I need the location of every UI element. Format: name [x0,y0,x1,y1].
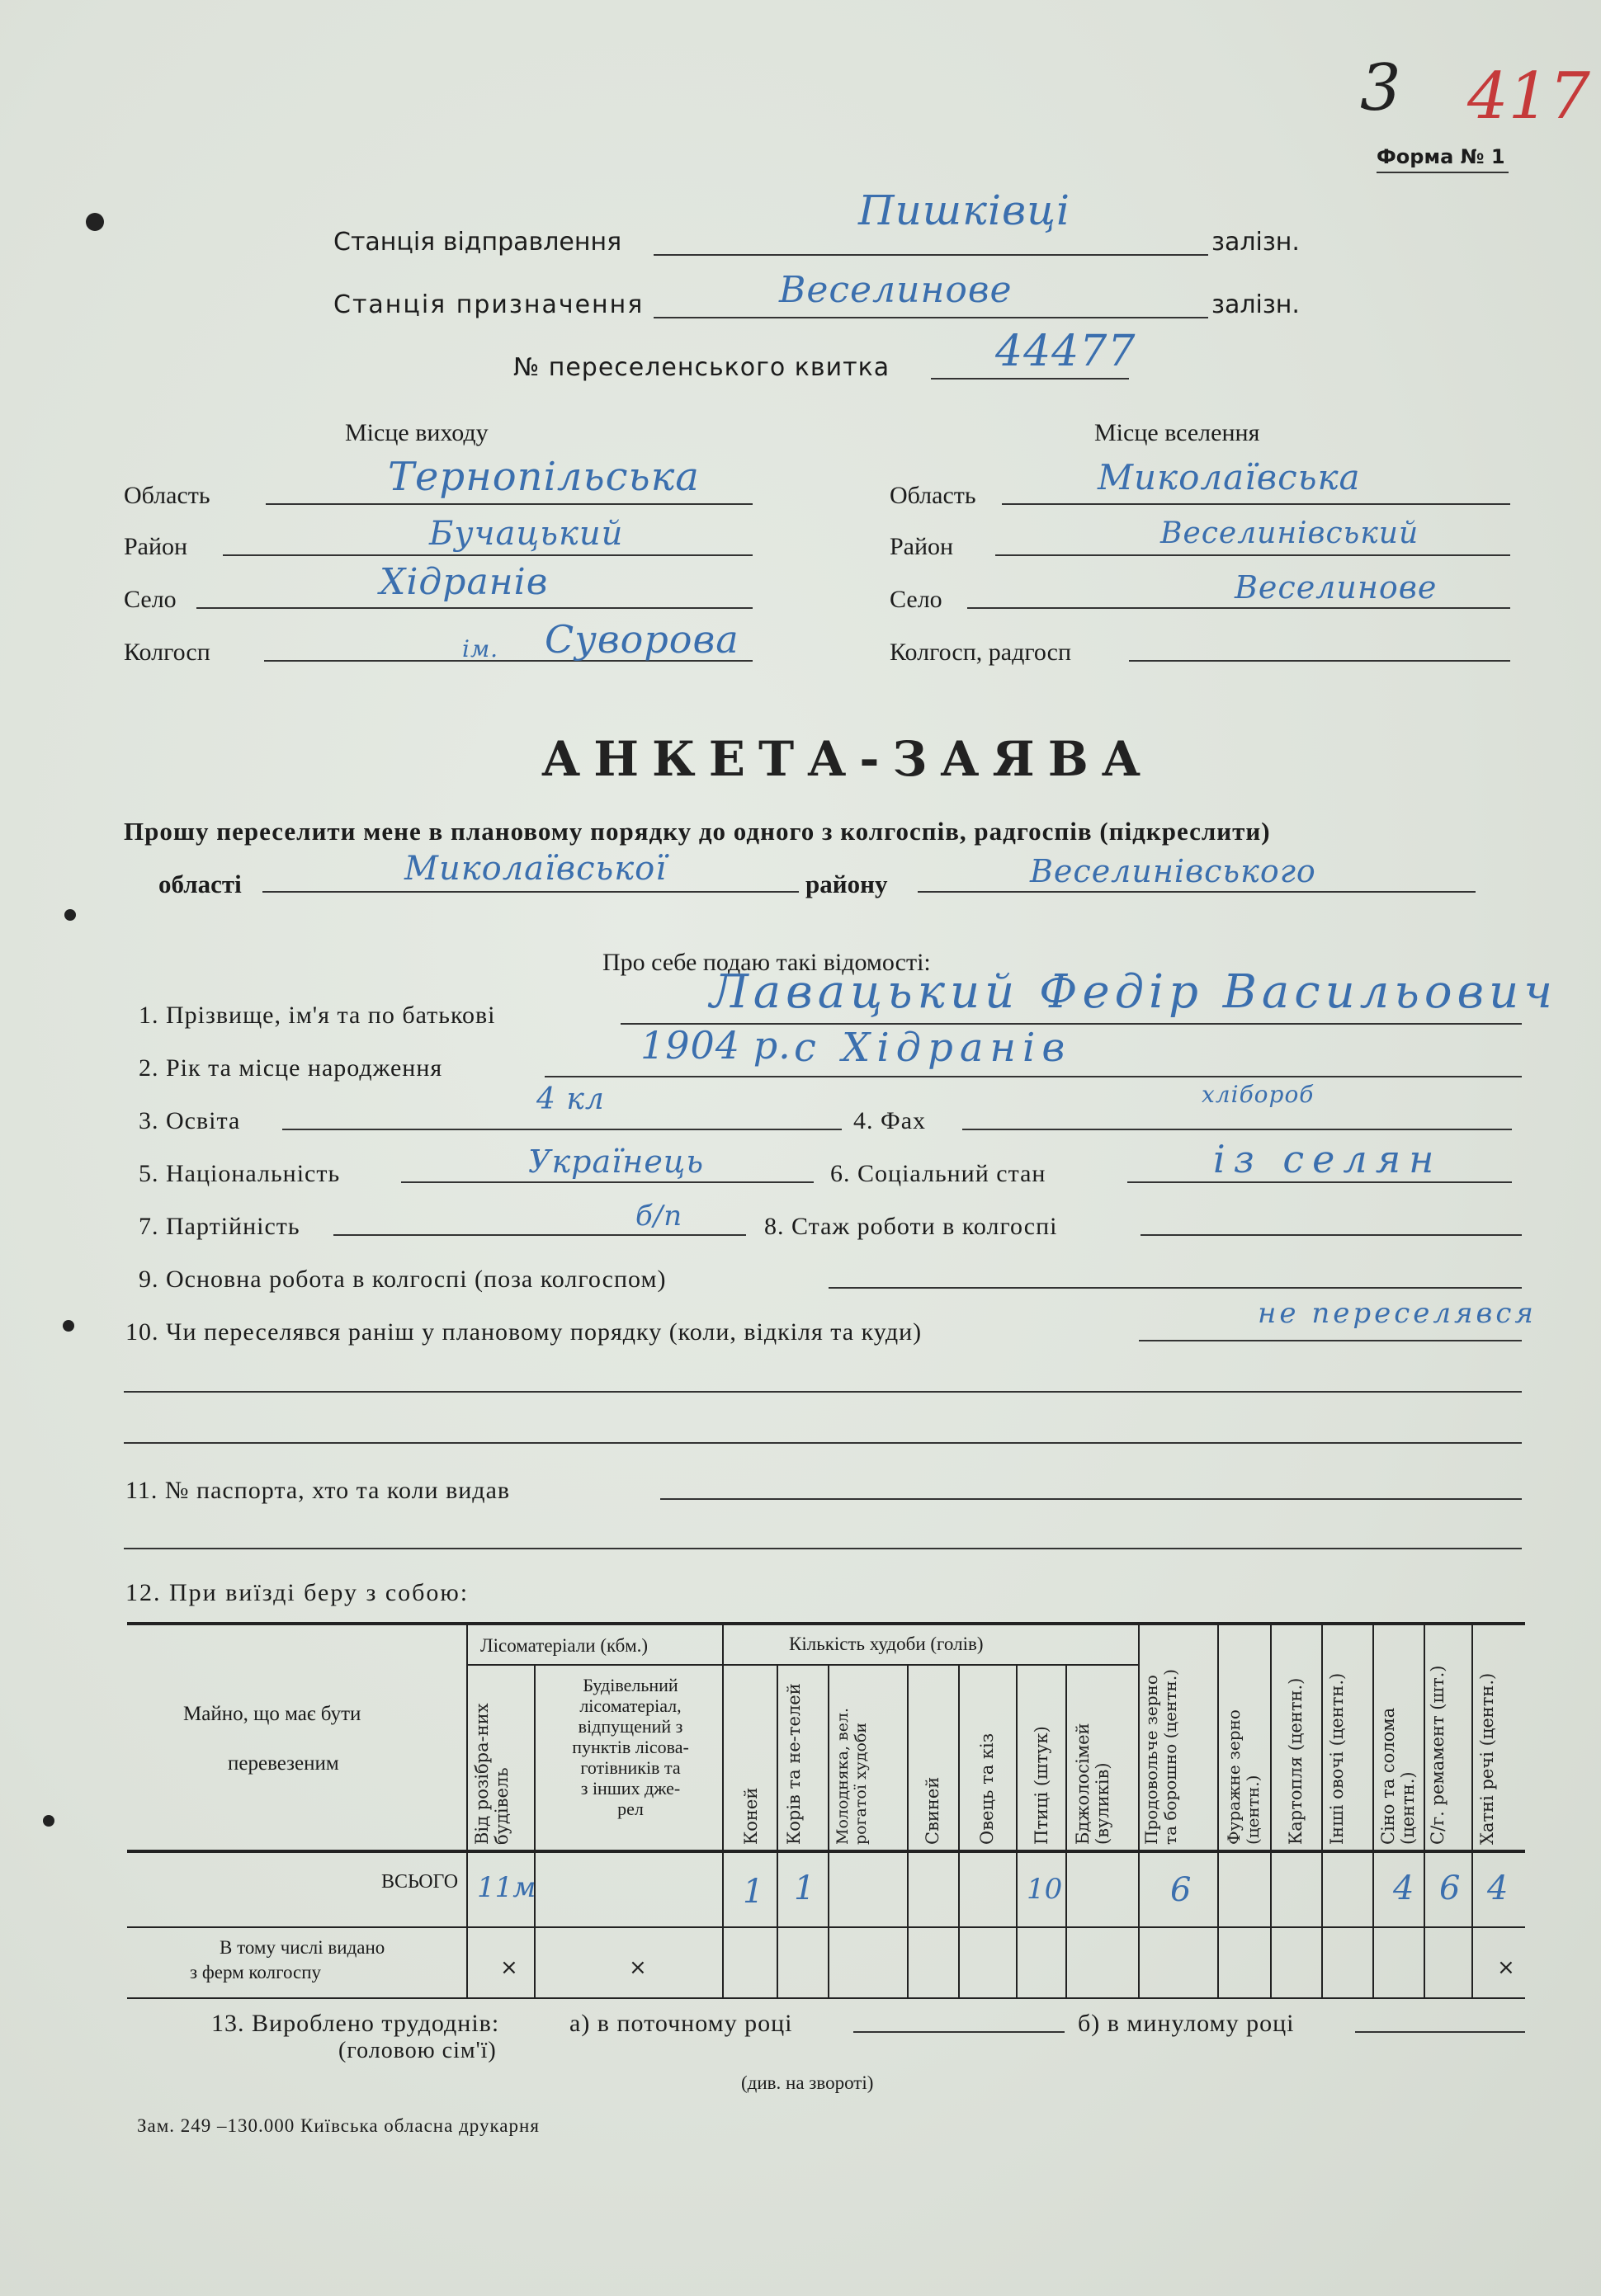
col-dismantled: Від розібра-них будівель [472,1703,512,1845]
destination-value: Веселинове [779,269,1013,311]
ticket-label: № переселенського квитка [513,353,890,382]
dest-rayon-label: Район [890,533,954,560]
origin-kolhosp-prefix: ім. [462,635,499,662]
field-9-line [829,1287,1522,1289]
field-10-label: 10. Чи переселявся раніш у плановому порядку (коли, відкіля та куди) [125,1318,923,1346]
field-6-label: 6. Соціальний стан [830,1160,1046,1187]
departure-value: Пишківці [858,186,1070,234]
total-household: 4 [1487,1869,1509,1907]
printer-info: Зам. 249 –130.000 Київська обласна друкарня [137,2115,540,2136]
field-3-line [282,1129,842,1130]
col-hay: Сіно та солома (центн.) [1378,1707,1418,1845]
request-rayon-line [918,891,1476,893]
issued-mark: × [629,1955,647,1980]
origin-title: Місце виходу [345,419,489,446]
request-oblast-line [262,891,799,893]
col-food-grain: Продовольче зерно та борошно (центн.) [1141,1669,1180,1845]
issued-mark: × [500,1955,518,1980]
total-hay: 4 [1393,1869,1414,1907]
form-number: Форма № 1 [1377,145,1505,168]
dest-kolhosp-line [1129,660,1510,662]
field-9-label: 9. Основна робота в колгоспі (поза колгоспом) [139,1266,667,1293]
field-3-value: 4 кл [536,1082,605,1116]
field-4-value: хлібороб [1202,1081,1315,1108]
col-potato: Картопля (центн.) [1286,1677,1306,1845]
origin-oblast-value: Тернопільська [388,454,700,500]
dest-oblast-value: Миколаївська [1098,457,1361,497]
col-household: Хатні речі (центн.) [1477,1672,1497,1845]
origin-kolhosp-label: Колгосп [124,639,210,666]
workdays-current-line [853,2031,1065,2033]
origin-rayon-label: Район [124,533,188,560]
field-10-line-2 [124,1391,1522,1393]
workdays-current: а) в поточному році [569,2010,793,2037]
total-dismantled: 11м [477,1871,536,1904]
col-fodder: Фуражне зерно (центн.) [1224,1709,1263,1845]
origin-oblast-label: Область [124,482,210,509]
field-8-label: 8. Стаж роботи в колгоспі [764,1213,1058,1240]
col-building-line: з інших дже- [580,1778,681,1799]
field-2-line [545,1076,1522,1077]
total-birds: 10 [1027,1873,1063,1906]
property-header-2: перевезеним [228,1752,339,1775]
row-issued-label-1: В тому числі видано [220,1937,385,1958]
origin-oblast-line [266,503,753,505]
field-10-line-3 [124,1442,1522,1444]
field-2-year: 1904 р. [640,1023,791,1068]
col-tools: С/г. ремамент (шт.) [1428,1665,1448,1845]
col-building-line: рел [617,1799,644,1819]
issued-mark: × [1497,1955,1515,1980]
col-horses: Коней [741,1787,761,1845]
col-cows: Корів та не-телей [784,1683,804,1845]
workdays-label-2: (головою сім'ї) [338,2038,497,2063]
row-total-label: ВСЬОГО [381,1871,459,1893]
field-1-label: 1. Прізвище, ім'я та по батькові [139,1002,496,1029]
field-7-label: 7. Партійність [139,1213,300,1240]
dest-selo-line [967,607,1510,609]
field-11-line [660,1498,1522,1500]
punch-hole [43,1815,54,1827]
origin-rayon-value: Бучацький [429,515,624,553]
field-6-line [1127,1181,1512,1183]
origin-kolhosp-value: Суворова [545,617,739,662]
field-1-value: Лавацький Федір Васильович [710,965,1558,1019]
workdays-previous-line [1355,2031,1525,2033]
total-horses: 1 [743,1873,764,1911]
col-building-line: лісоматеріал, [579,1695,682,1716]
request-rayon-label: району [805,870,888,898]
departure-label: Станція відправлення [333,228,622,257]
field-12-label: 12. При виїзді беру з собою: [125,1579,470,1606]
field-11-label: 11. № паспорта, хто та коли видав [125,1477,511,1504]
rail-suffix: залізн. [1211,290,1300,319]
rail-suffix: залізн. [1211,228,1300,257]
ticket-value: 44477 [995,327,1136,376]
dest-rayon-value: Веселинівський [1160,516,1419,550]
total-tools: 6 [1439,1869,1461,1907]
form-title: АНКЕТА-ЗАЯВА [541,731,1154,787]
col-birds: Птиці (штук) [1032,1726,1051,1845]
field-7-line [333,1234,746,1236]
field-6-value: із селян [1213,1137,1443,1181]
col-building-line: готівників та [580,1757,681,1778]
field-5-line [401,1181,814,1183]
archive-number-red: 417 [1467,59,1590,134]
archive-number: 3 [1360,51,1401,125]
destination-label: Станція призначення [333,290,645,319]
total-cows: 1 [794,1869,815,1907]
field-5-label: 5. Національність [139,1160,341,1187]
col-sheep: Овець та кіз [977,1733,997,1845]
dest-selo-label: Село [890,586,942,613]
footer-note: (див. на звороті) [741,2072,874,2093]
workdays-label-1: 13. Вироблено трудоднів: [211,2010,500,2037]
request-text: Прошу переселити мене в плановому порядку до одного з колгоспів, радгоспів (підкреслити) [124,817,1271,846]
dest-selo-value: Веселинове [1235,569,1438,606]
punch-hole [86,213,104,231]
origin-selo-label: Село [124,586,177,613]
origin-rayon-line [223,554,753,556]
punch-hole [64,909,76,921]
col-building-line: Будівельний [583,1675,678,1695]
field-11-line-2 [124,1548,1522,1549]
request-rayon-value: Веселинівського [1030,853,1316,889]
field-8-line [1141,1234,1522,1236]
livestock-group-header: Кількість худоби (голів) [789,1634,984,1654]
field-4-line [962,1129,1512,1130]
punch-hole [63,1320,74,1332]
col-pigs: Свиней [923,1776,942,1845]
col-bees: Бджолосімей (вуликів) [1073,1723,1112,1845]
ticket-line [931,378,1129,380]
origin-selo-value: Хідранів [380,561,549,603]
total-food-grain: 6 [1170,1871,1192,1909]
request-oblast-value: Миколаївської [404,850,668,888]
field-2-place: с Хідранів [794,1025,1072,1071]
field-2-label: 2. Рік та місце народження [139,1054,443,1082]
field-10-line [1139,1340,1522,1341]
field-5-value: Українець [528,1143,705,1180]
dest-oblast-line [1002,503,1510,505]
field-7-value: б/п [635,1200,683,1233]
dest-oblast-label: Область [890,482,976,509]
workdays-previous: б) в минулому році [1078,2010,1295,2037]
col-building [541,1675,720,1819]
request-oblast-label: області [158,870,242,898]
row-issued-label-2: з ферм колгоспу [190,1962,322,1982]
field-10-value: не переселявся [1258,1297,1537,1330]
field-3-label: 3. Освіта [139,1107,241,1134]
dest-rayon-line [995,554,1510,556]
col-building-line: відпущений з [578,1716,683,1737]
col-veg: Інші овочі (центн.) [1327,1672,1347,1845]
field-4-label: 4. Фах [853,1107,927,1134]
lumber-group-header: Лісоматеріали (кбм.) [480,1635,649,1656]
col-building-line: пунктів лісова- [572,1737,689,1757]
col-young: Молодняка, вел. рогатої худоби [834,1707,870,1845]
form-number-underline [1377,172,1509,173]
dest-kolhosp-label: Колгосп, радгосп [890,639,1072,666]
property-header-1: Майно, що має бути [183,1703,361,1725]
departure-line [654,254,1208,256]
info-intro: Про себе подаю такі відомості: [602,949,931,976]
destination-title: Місце вселення [1094,419,1260,446]
origin-selo-line [196,607,753,609]
destination-line [654,317,1208,318]
